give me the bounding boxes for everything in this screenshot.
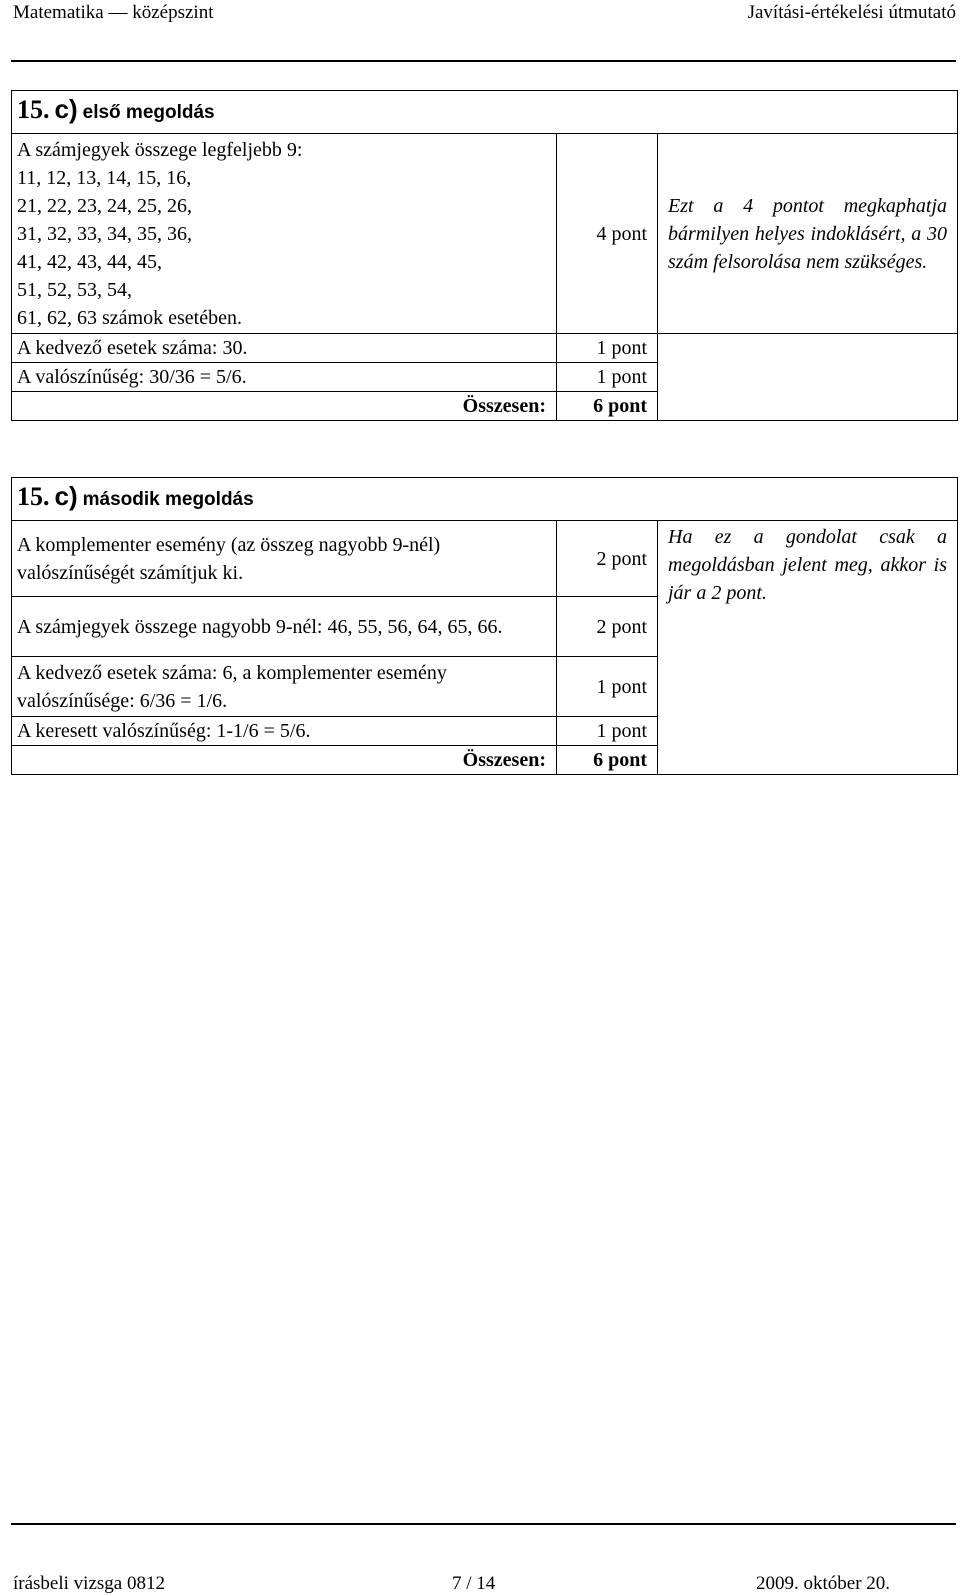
footer-exam-code: írásbeli vizsga 0812 [13, 1573, 165, 1594]
solution-line: 61, 62, 63 számok esetében. [17, 306, 242, 329]
solution-line: A számjegyek összege legfeljebb 9: [17, 138, 303, 161]
subtask-letter: c) [54, 94, 78, 124]
points-cell: 1 pont [557, 657, 658, 717]
solution-label: második megoldás [82, 489, 254, 510]
solution-line: 51, 52, 53, 54, [17, 278, 132, 301]
grading-note: Ezt a 4 pontot megkaphatja bármilyen helyes indoklásért, a 30 szám felsorolása nem szükséges. [658, 134, 958, 334]
grading-note: Ha ez a gondolat csak a megoldásban jelent meg, akkor is jár a 2 pont. [658, 521, 958, 775]
task-number: 15. [17, 482, 50, 511]
points-cell: 2 pont [557, 521, 658, 597]
total-points: 6 pont [557, 392, 658, 421]
solution-step: A komplementer esemény (az összeg nagyobb 9-nél) valószínűségét számítjuk ki. [12, 521, 557, 597]
solution-block [12, 134, 557, 334]
points-cell: 1 pont [557, 717, 658, 746]
footer-rule [11, 1523, 956, 1525]
section-heading [12, 91, 958, 134]
empty-note-cell [658, 334, 958, 421]
solution-step: A valószínűség: 30/36 = 5/6. [12, 363, 557, 392]
total-label: Összesen: [12, 392, 557, 421]
solution-line: 21, 22, 23, 24, 25, 26, [17, 194, 192, 217]
subtask-letter: c) [54, 481, 78, 511]
points-cell: 2 pont [557, 597, 658, 657]
solution-step: A kedvező esetek száma: 30. [12, 334, 557, 363]
header-rule [11, 60, 956, 62]
total-label: Összesen: [12, 746, 557, 775]
footer-date: 2009. október 20. [756, 1573, 891, 1594]
solution-line: 41, 42, 43, 44, 45, [17, 250, 162, 273]
solution-line: 11, 12, 13, 14, 15, 16, [17, 166, 192, 189]
solution-step: A keresett valószínűség: 1-1/6 = 5/6. [12, 717, 557, 746]
solution-label: első megoldás [82, 102, 215, 123]
solution-step: A számjegyek összege nagyobb 9-nél: 46, 55, 56, 64, 65, 66. [12, 597, 557, 657]
task-number: 15. [17, 95, 50, 124]
solution-table-1 [11, 90, 958, 421]
footer-page-number: 7 / 14 [452, 1573, 496, 1594]
header-subject: Matematika — középszint [13, 2, 214, 23]
solution-table-2 [11, 477, 958, 775]
header-guide-title: Javítási-értékelési útmutató [747, 2, 956, 23]
points-cell: 4 pont [557, 134, 658, 334]
solution-line: 31, 32, 33, 34, 35, 36, [17, 222, 192, 245]
solution-step: A kedvező esetek száma: 6, a komplementer esemény valószínűsége: 6/36 = 1/6. [12, 657, 557, 717]
total-points: 6 pont [557, 746, 658, 775]
points-cell: 1 pont [557, 363, 658, 392]
points-cell: 1 pont [557, 334, 658, 363]
section-heading [12, 478, 958, 521]
